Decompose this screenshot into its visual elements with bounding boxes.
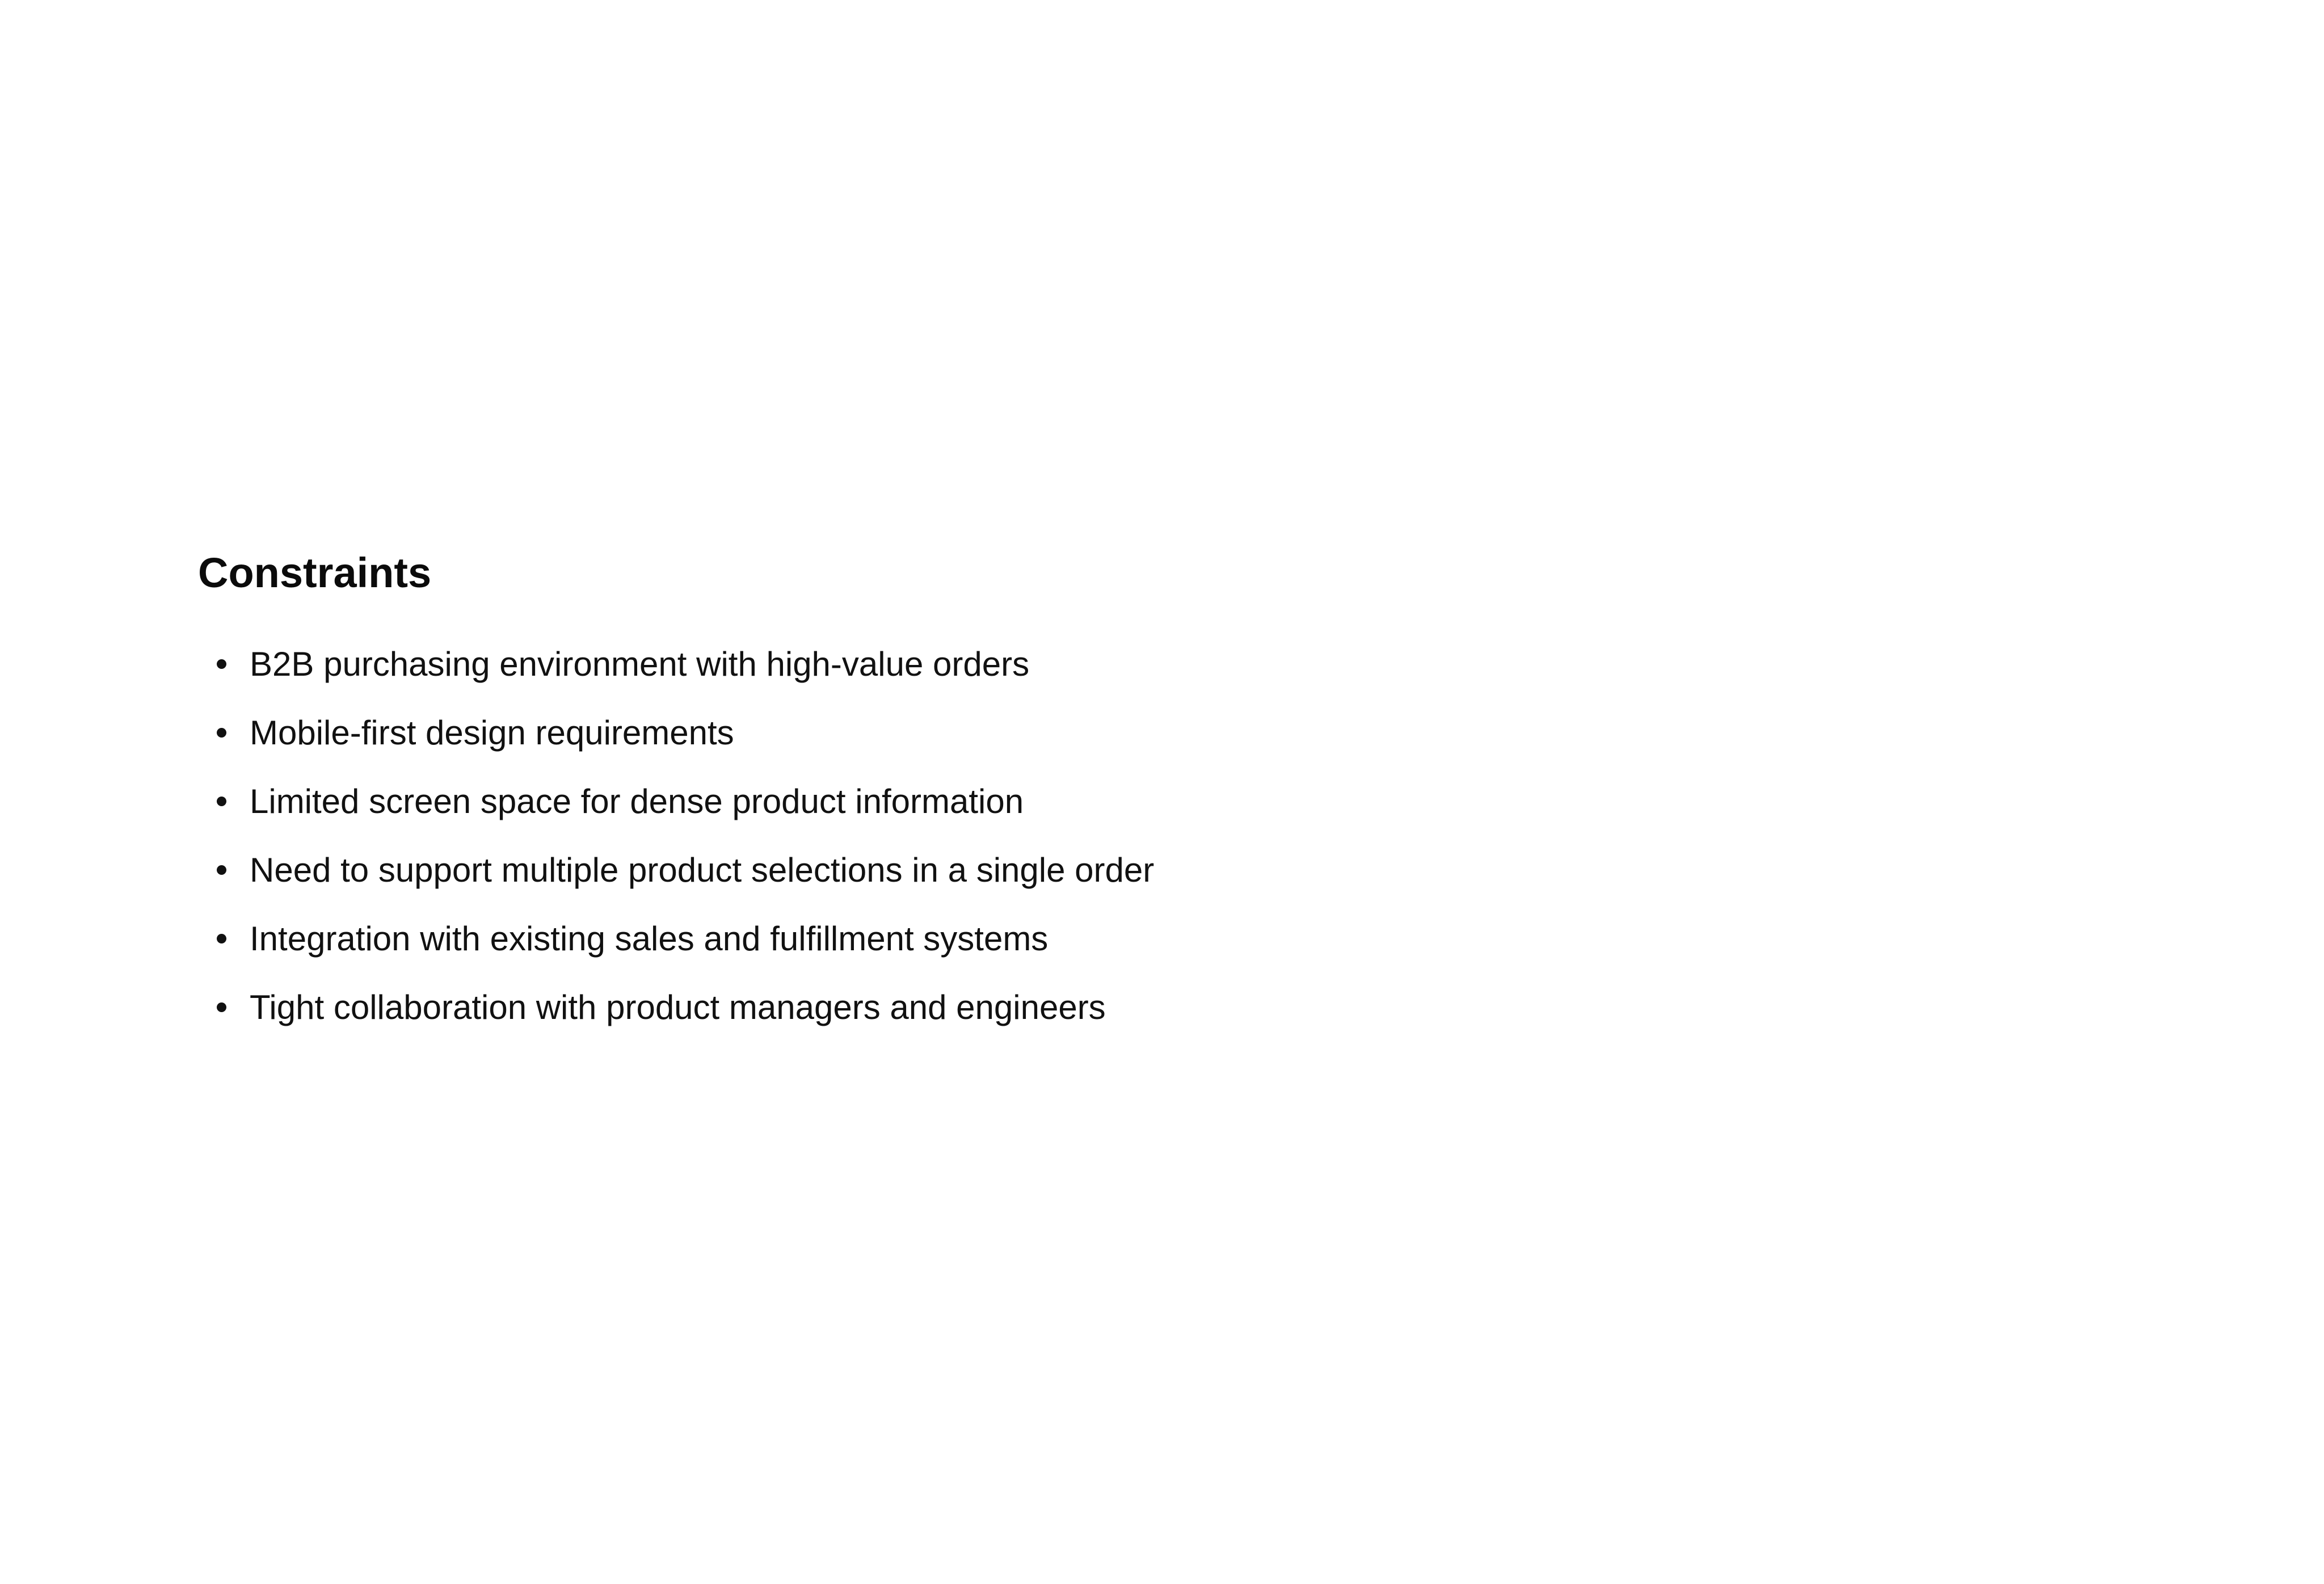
bullet-icon	[217, 797, 226, 806]
list-item	[198, 767, 1673, 836]
bullet-icon	[217, 1002, 226, 1012]
section-heading: Constraints	[198, 549, 432, 596]
bullet-icon	[217, 934, 226, 943]
list-item	[198, 904, 1673, 973]
bullet-icon	[217, 865, 226, 875]
list-item	[198, 630, 1673, 698]
constraints-list	[198, 630, 1673, 1042]
list-item	[198, 698, 1673, 767]
list-item-text: Integration with existing sales and fulfillment systems	[250, 920, 1049, 958]
bullet-icon	[217, 728, 226, 738]
list-item-text: Tight collaboration with product managers and engineers	[250, 988, 1106, 1026]
list-item-text: Need to support multiple product selections in a single order	[250, 851, 1155, 889]
list-item-text: Limited screen space for dense product information	[250, 782, 1024, 820]
list-item-text: B2B purchasing environment with high-value orders	[250, 645, 1030, 683]
list-item	[198, 973, 1673, 1042]
constraints-section	[198, 545, 1673, 1042]
list-item	[198, 836, 1673, 904]
bullet-icon	[217, 659, 226, 669]
list-item-text: Mobile-first design requirements	[250, 714, 734, 752]
